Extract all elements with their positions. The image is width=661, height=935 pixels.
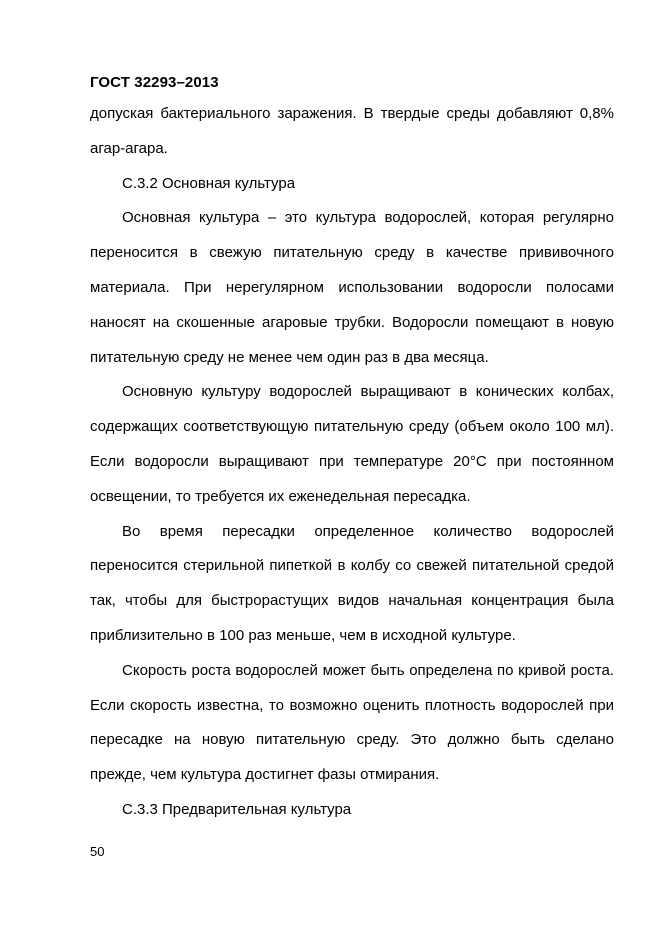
document-header: ГОСТ 32293–2013 xyxy=(90,74,219,91)
page-number: 50 xyxy=(90,844,105,859)
section-heading-c-3-3: С.3.3 Предварительная культура xyxy=(122,800,352,818)
section-heading-c-3-2: С.3.2 Основная культура xyxy=(122,174,296,192)
paragraph-continuation: допуская бактериального заражения. В твердые среды добавляют 0,8% агар-агара. xyxy=(90,105,614,157)
paragraph: Во время пересадки определенное количество водорослей переносится стерильной пипеткой в колбу со свежей питательной средой так, чтобы для быстрорастущих видов начальная концентрация была приблизительно в 100 раз меньше, чем в исходной культуре. xyxy=(90,522,614,644)
document-body xyxy=(90,97,614,828)
paragraph: Основная культура – это культура водорослей, которая регулярно переносится в свежую питательную среду в качестве прививочного материала. При нерегулярном использовании водоросли полосами наносят на скошенные агаровые трубки. Водоросли помещают в новую питательную среду не менее чем один раз в два месяца. xyxy=(90,209,614,366)
paragraph: Основную культуру водорослей выращивают в конических колбах, содержащих соответствующую питательную среду (объем около 100 мл). Если водоросли выращивают при температуре 20°С при постоянном освещении, то требуется их еженедельная пересадка. xyxy=(90,383,614,505)
paragraph: Скорость роста водорослей может быть определена по кривой роста. Если скорость известна, то возможно оценить плотность водорослей при пересадке на новую питательную среду. Это должно быть сделано прежде, чем культура достигнет фазы отмирания. xyxy=(90,661,614,784)
